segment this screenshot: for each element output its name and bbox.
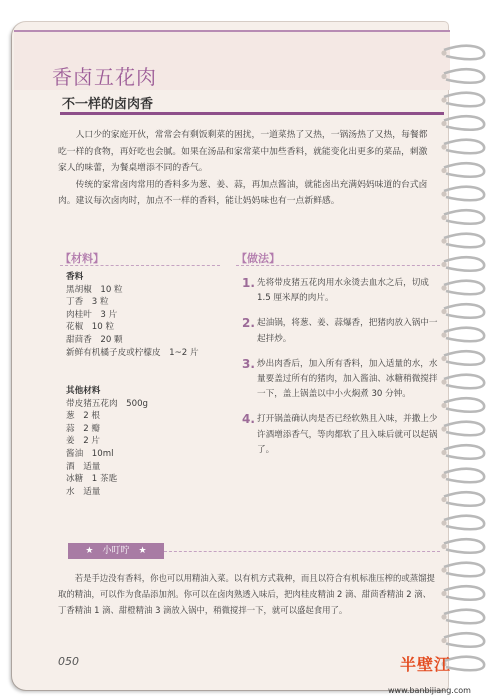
ingredient-item: 冰糖 1 茶匙 <box>66 474 118 485</box>
binding-ring <box>444 445 484 459</box>
spices-title: 香料 <box>66 272 84 282</box>
spiral-binding <box>440 40 490 680</box>
binding-ring <box>444 422 484 436</box>
ingredient-item: 酒 适量 <box>66 461 101 472</box>
binding-ring <box>444 633 484 647</box>
ingredient-item: 酱油 10ml <box>66 448 114 459</box>
ingredient-item: 肉桂叶 3 片 <box>66 309 118 320</box>
binding-ring <box>444 563 484 577</box>
intro-paragraph: 人口少的家庭开伙，常常会有剩饭剩菜的困扰，一道菜热了又热，一锅汤热了又热，每餐都吃一样的食物，再好吃也会腻。如果在汤品和家常菜中加些香料，就能变化出更多的菜品，刺激家人的味蕾，为餐桌增添不同的香气。 <box>58 130 428 174</box>
binding-hole <box>441 50 446 55</box>
binding-hole <box>441 238 446 243</box>
ingredient-item: 带皮猪五花肉 500g <box>66 398 149 409</box>
binding-hole <box>441 379 446 384</box>
ingredient-item: 新鲜有机橘子皮或柠檬皮 1~2 片 <box>66 347 199 358</box>
tip-label: ★ 小叮咛 ★ <box>68 543 164 559</box>
binding-ring <box>444 610 484 624</box>
binding-hole <box>441 97 446 102</box>
ingredient-item: 丁香 3 粒 <box>66 297 109 308</box>
tip-divider <box>164 551 440 552</box>
step-number: 4. <box>242 412 255 427</box>
binding-hole <box>441 121 446 126</box>
binding-hole <box>441 591 446 596</box>
binding-ring <box>444 116 484 130</box>
recipe-title: 香卤五花肉 <box>52 65 157 89</box>
method-header: 【做法】 <box>236 252 280 265</box>
binding-ring <box>444 257 484 271</box>
binding-ring <box>444 187 484 201</box>
binding-hole <box>441 74 446 79</box>
binding-hole <box>441 497 446 502</box>
binding-ring <box>444 46 484 60</box>
method-divider <box>236 265 440 267</box>
method-step <box>242 357 438 403</box>
binding-hole <box>441 144 446 149</box>
subtitle-divider <box>60 112 444 115</box>
binding-hole <box>441 450 446 455</box>
step-text: 先将带皮猪五花肉用水汆烫去血水之后，切成 1.5 厘米厚的肉片。 <box>257 278 429 304</box>
binding-ring <box>444 492 484 506</box>
binding-ring <box>444 163 484 177</box>
binding-hole <box>441 426 446 431</box>
ingredient-item: 水 适量 <box>66 486 101 497</box>
ingredient-item: 花椒 10 粒 <box>66 322 115 333</box>
binding-ring <box>444 210 484 224</box>
binding-ring <box>444 375 484 389</box>
intro-text <box>58 127 436 210</box>
binding-hole <box>441 168 446 173</box>
spice-list <box>66 271 199 359</box>
step-text: 起油锅，将葱、姜、蒜爆香，把猪肉放入锅中一起拌炒。 <box>257 318 438 344</box>
binding-hole <box>441 215 446 220</box>
ingredient-item: 甜茴香 20 颗 <box>66 334 123 345</box>
binding-hole <box>441 309 446 314</box>
binding-hole <box>441 567 446 572</box>
binding-hole <box>441 356 446 361</box>
binding-hole <box>441 403 446 408</box>
binding-ring <box>444 351 484 365</box>
method-step <box>242 316 438 346</box>
binding-ring <box>444 398 484 412</box>
binding-ring <box>444 539 484 553</box>
binding-ring <box>444 516 484 530</box>
step-number: 3. <box>242 356 255 371</box>
other-ingredient-list <box>66 385 148 498</box>
step-text: 打开锅盖确认肉是否已经软熟且入味，并撒上少许酒增添香气，等肉都软了且入味后就可以起锅了。 <box>257 414 438 455</box>
binding-ring <box>444 586 484 600</box>
binding-ring <box>444 140 484 154</box>
method-step <box>242 412 438 458</box>
binding-ring <box>444 328 484 342</box>
step-number: 2. <box>242 316 255 331</box>
method-step <box>242 276 438 306</box>
recipe-subtitle: 不一样的卤肉香 <box>62 97 154 112</box>
binding-hole <box>441 262 446 267</box>
step-number: 1. <box>242 276 255 290</box>
tip-paragraph: 若是手边没有香料，你也可以用精油入菜。以有机方式栽种，而且以符合有机标准压榨的或蒸馏提取的精油，可以作为食品添加剂。你可以在卤肉熟透入味后，把肉桂皮精油 2 滴、甜茴香精油 2 滴、丁香精油 1 滴、甜橙精油 3 滴放入锅中，稍微搅拌一下，就可以盛起食用了。 <box>58 573 435 616</box>
binding-hole <box>441 473 446 478</box>
binding-ring <box>444 93 484 107</box>
binding-hole <box>441 638 446 643</box>
ingredient-item: 蒜 2 瓣 <box>66 423 100 434</box>
binding-hole <box>441 191 446 196</box>
intro-paragraph: 传统的家常卤肉常用的香料多为葱、姜、蒜，再加点酱油，就能卤出充满妈妈味道的台式卤肉。建议每次卤肉时，加点不一样的香料，能让妈妈味也有一点新鲜感。 <box>58 179 428 207</box>
binding-hole <box>441 544 446 549</box>
step-text: 炒出肉香后，加入所有香料，加入适量的水，水量要盖过所有的猪肉，加入酱油、冰糖稍微搅拌一下，盖上锅盖以中小火焖煮 30 分钟。 <box>257 358 438 400</box>
method-steps <box>242 276 438 468</box>
other-ingredients-title: 其他材料 <box>66 386 101 396</box>
ingredient-item: 黑胡椒 10 粒 <box>66 284 123 295</box>
ingredient-item: 姜 2 片 <box>66 436 100 447</box>
binding-hole <box>441 614 446 619</box>
binding-ring <box>444 69 484 83</box>
page-number: 050 <box>58 655 79 668</box>
binding-hole <box>441 520 446 525</box>
tip-text <box>58 570 438 619</box>
binding-ring <box>444 304 484 318</box>
ingredients-header: 【材料】 <box>60 252 104 265</box>
binding-hole <box>441 285 446 290</box>
ingredients-divider <box>60 265 220 267</box>
binding-ring <box>444 469 484 483</box>
watermark-logo: 半壁江 <box>400 655 452 674</box>
watermark-url: www.banbijiang.com <box>388 686 471 695</box>
binding-hole <box>441 332 446 337</box>
ingredient-item: 葱 2 根 <box>66 411 100 422</box>
binding-ring <box>444 281 484 295</box>
binding-ring <box>444 234 484 248</box>
